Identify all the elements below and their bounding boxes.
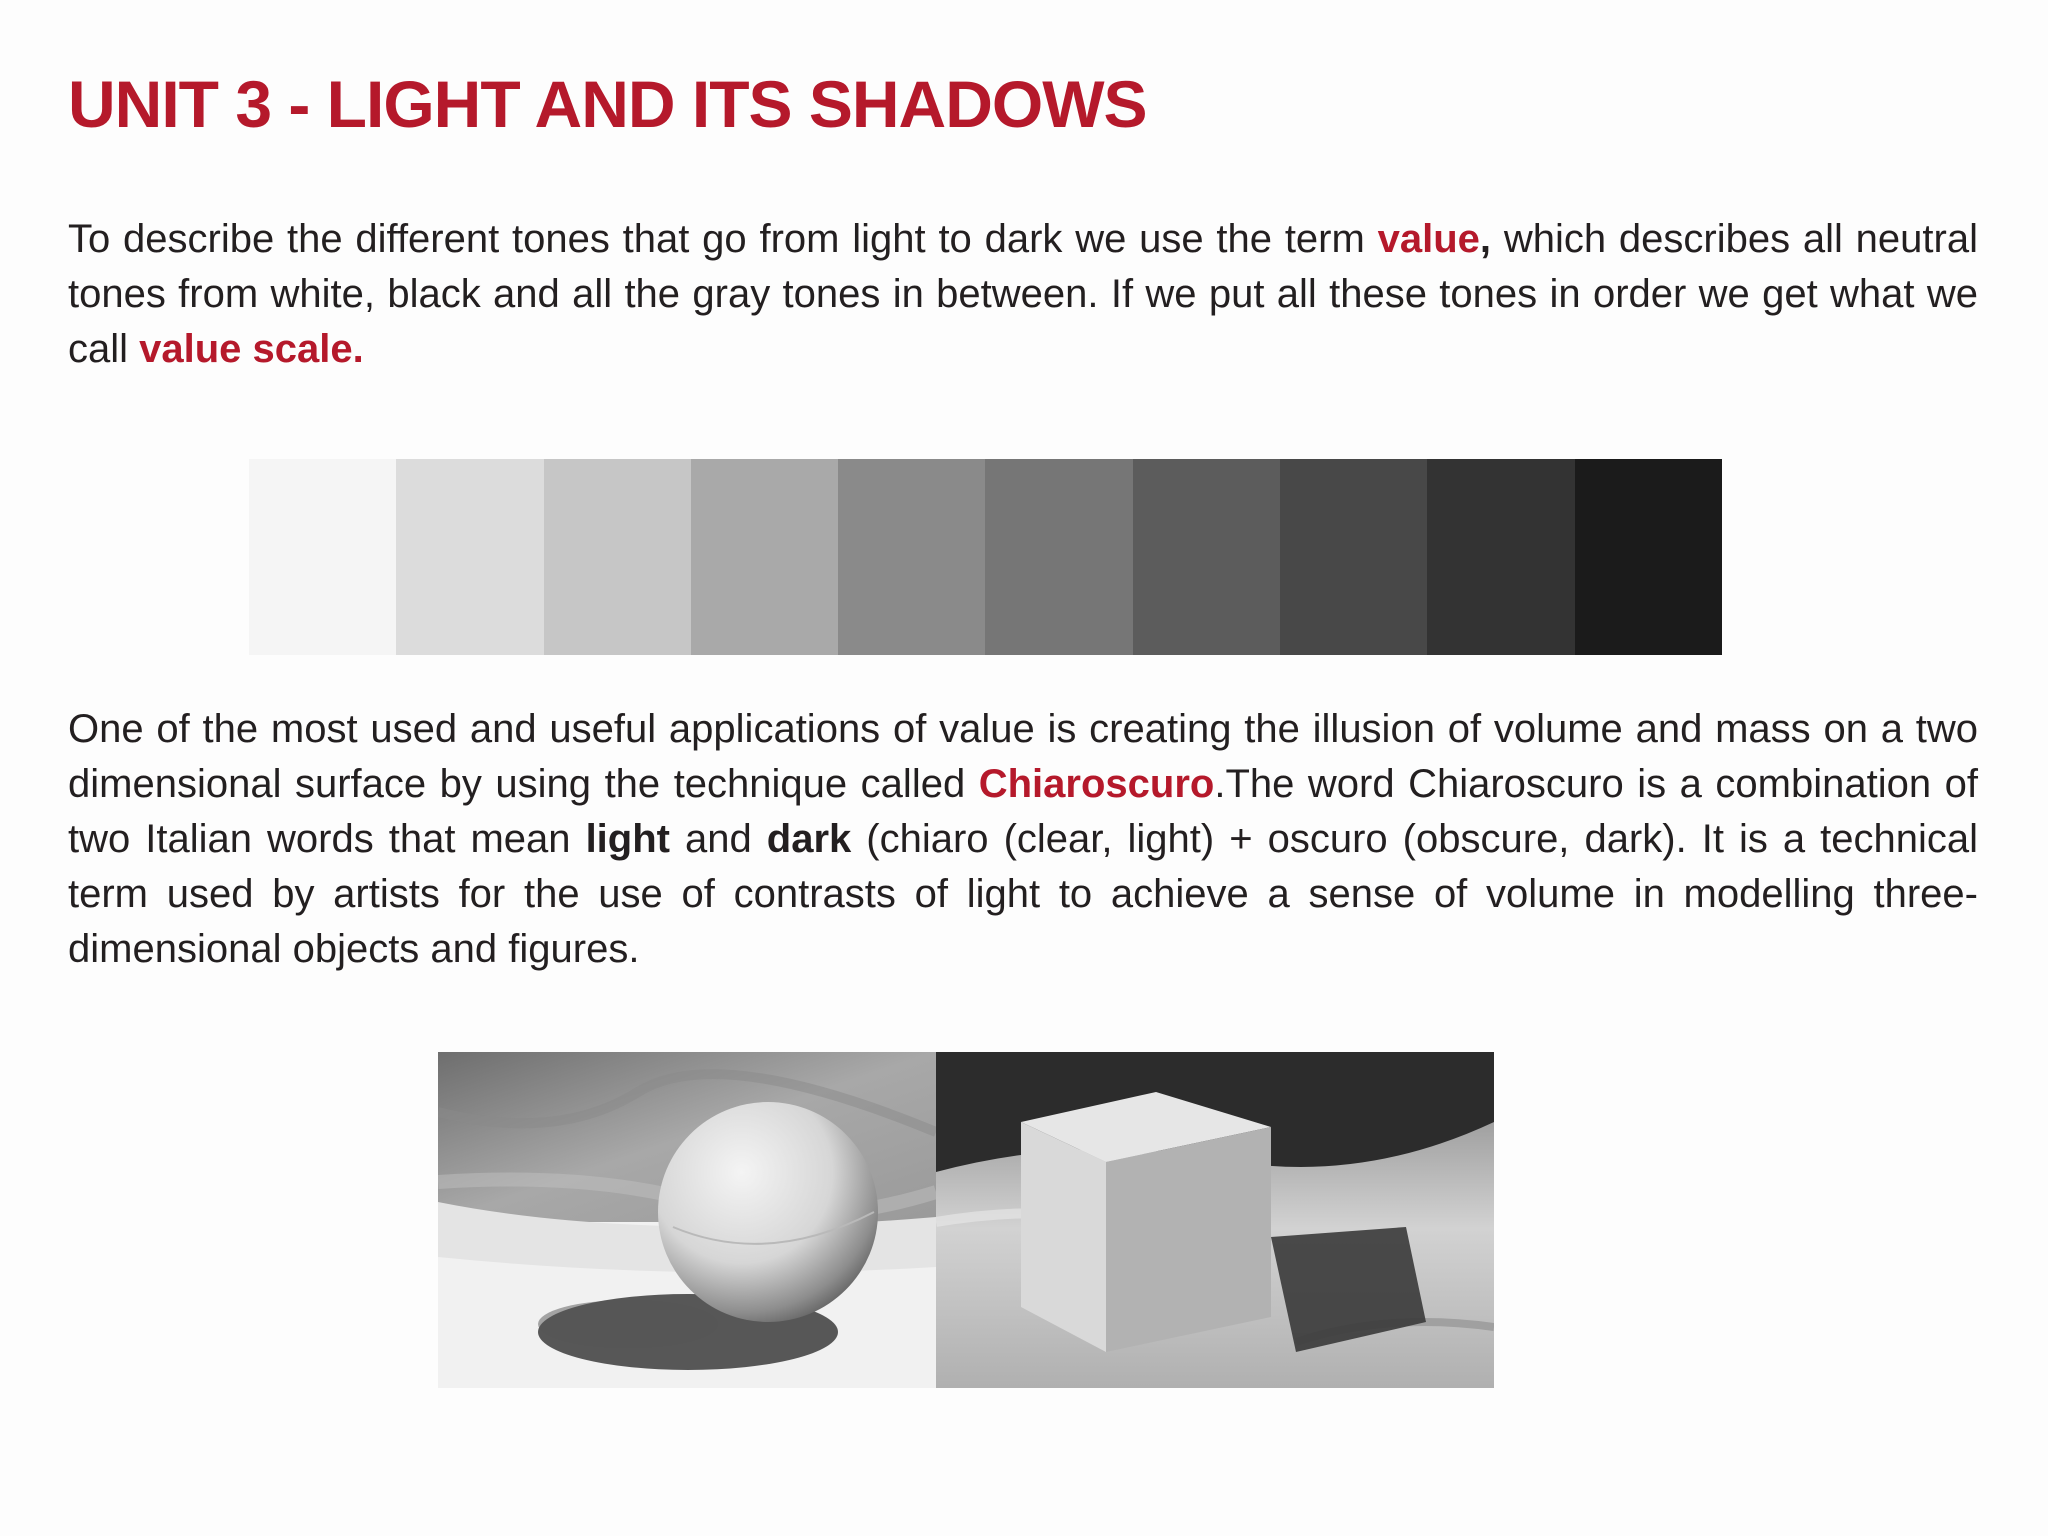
value-swatch-8 — [1280, 459, 1427, 655]
paragraph-text: One of the most used and useful applications of value is creating the illusion of volume and mass on a two dimensional surface by using the technique called — [68, 707, 1978, 806]
paragraph-text: .The word Chiaroscuro is a combination of two Italian words that mean — [68, 762, 1978, 861]
paragraph-text: To describe the different tones that go from light to dark we use the term — [68, 217, 1378, 261]
chiaroscuro-photos — [438, 1052, 1494, 1388]
term-dark: dark — [766, 817, 852, 861]
paragraph-text: (chiaro (clear, light) + oscuro (obscure, dark). It is a technical term used by artists for the use of contrasts of light to achieve a sense of volume in modelling three-dimensional objects and figures. — [68, 817, 1978, 971]
intro-paragraph — [68, 212, 1978, 377]
term-value: value — [1377, 217, 1480, 261]
value-swatch-4 — [691, 459, 838, 655]
term-chiaroscuro: Chiaroscuro — [978, 762, 1215, 806]
value-swatch-6 — [985, 459, 1132, 655]
value-swatch-1 — [249, 459, 396, 655]
value-swatch-5 — [838, 459, 985, 655]
value-swatch-3 — [544, 459, 691, 655]
cube-photo — [936, 1052, 1494, 1388]
value-swatch-9 — [1427, 459, 1574, 655]
value-swatch-2 — [396, 459, 543, 655]
comma: , — [1479, 217, 1492, 261]
chiaroscuro-paragraph — [68, 702, 1978, 977]
sphere-photo — [438, 1052, 936, 1388]
sphere-illustration — [438, 1052, 936, 1388]
paragraph-text: which describes all neutral tones from white, black and all the gray tones in between. If we put all these tones in order we get what we call — [68, 217, 1978, 371]
value-scale-image — [249, 459, 1722, 655]
term-value-scale: value scale. — [139, 327, 364, 371]
paragraph-text: and — [669, 817, 767, 861]
value-swatch-7 — [1133, 459, 1280, 655]
term-light: light — [585, 817, 670, 861]
value-swatch-10 — [1575, 459, 1722, 655]
page-title: UNIT 3 - LIGHT AND ITS SHADOWS — [68, 67, 1147, 141]
cube-illustration — [936, 1052, 1494, 1388]
